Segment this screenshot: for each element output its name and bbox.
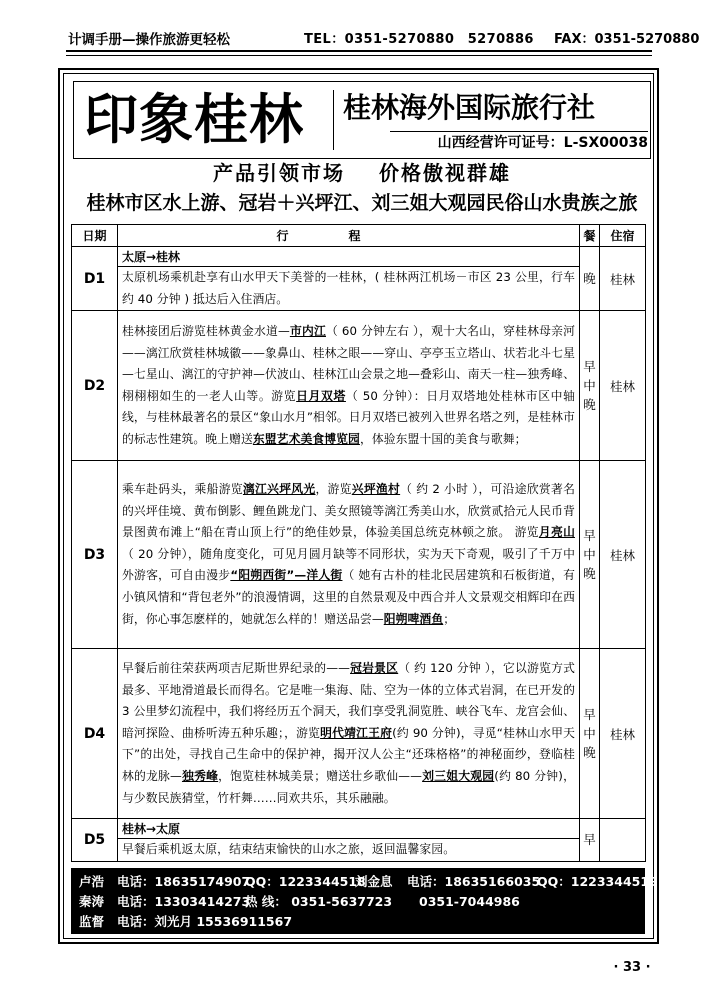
meal-char: 早 [583,359,596,375]
meal-cell: 早 [580,819,600,862]
contact-phone: 电话：18635166035 [407,874,541,889]
contact-row [79,872,658,892]
highlight-spot: 独秀峰 [181,769,219,784]
stay-cell: 桂林 [600,311,646,461]
day-label: D2 [72,311,118,461]
table-row [72,247,646,267]
stay-cell: 桂林 [600,247,646,311]
meal-char: 早 [583,707,596,723]
day-description: 早餐后前往荣获两项吉尼斯世界纪录的——冠岩景区（ 约 120 分钟 ），它以游览方式最多、平地滑道最长而得名。它是唯一集海、陆、空为一体的立体式岩洞，在已开发的 3 公里梦幻流程中，我们将经历五个洞天，我们享受乳洞览胜、峡谷飞车、龙宫会仙、暗河探险、曲桥听涛五种乐趣；，游览明代靖江王府(约 90 分钟)，寻觅“桂林山水甲天下”的出处，寻找自己生命中的保护神，揭开汉人公主“还珠格格”的神秘面纱，登临桂林的龙脉—独秀峰，饱览桂林城美景；赠送壮乡歌仙——刘三姐大观园(约 80 分钟)，与少数民族猜堂，竹杆舞……同欢共乐，其乐融融。 [118,649,580,819]
highlight-spot: 月亮山 [538,525,575,540]
agency-name: 桂林海外国际旅行社 [343,91,596,124]
table-row [72,649,646,819]
highlight-spot: 刘三姐大观园 [422,769,495,784]
license-number: 山西经营许可证号：L-SX00038 [437,135,648,151]
meal-char: 中 [583,547,596,563]
header-meal: 餐 [580,225,600,247]
header-stay: 住宿 [600,225,646,247]
route-label: 太原→桂林 [118,247,580,267]
day-label: D4 [72,649,118,819]
page-number: · 33 · [613,960,651,975]
contact-box [71,868,658,934]
day-label: D5 [72,819,118,862]
contact-hotline: 热 线： 0351-5637723 [245,894,393,909]
header-fax: FAX：0351-5270880 [554,32,700,47]
day-label: D3 [72,461,118,649]
header-rule [66,55,652,56]
contact-name: 监督 [79,914,105,929]
table-row [72,267,646,311]
header-day: 日期 [72,225,118,247]
day-description: 早餐后乘机返太原，结束结束愉快的山水之旅，返回温馨家园。 [118,839,580,862]
highlight-spot: 兴坪渔村 [351,482,401,497]
highlight-spot: 漓江兴坪风光 [242,482,316,497]
meal-char: 中 [583,378,596,394]
route-title: 桂林市区水上游、冠岩＋兴坪江、刘三姐大观园民俗山水贵族之旅 [86,192,638,214]
highlight-spot: 东盟艺术美食博览园 [252,431,360,446]
contact-name: 秦涛 [79,894,105,909]
meal-char: 早 [583,528,596,544]
table-row [72,311,646,461]
table-row [72,819,646,839]
meal-char: 晚 [583,566,596,582]
header-trip: 行程 [118,225,580,247]
contact-row [79,912,645,932]
day-description: 太原机场乘机赴享有山水甲天下美誉的一桂林，( 桂林两江机场－市区 23 公里，行车约 40 分钟 ) 抵达后入住酒店。 [118,267,580,311]
highlight-spot: 日月双塔 [296,388,346,403]
product-slogan [73,160,651,186]
stay-cell: 桂林 [600,461,646,649]
contact-hotline-2: 0351-7044986 [419,894,520,909]
meal-char: 晚 [583,745,596,761]
highlight-spot: 阳朔啤酒鱼 [383,611,444,626]
contact-name: 卢浩 [79,874,105,889]
meal-char: 中 [583,726,596,742]
highlight-spot: 明代靖江王府 [320,725,393,740]
brand-title: 印象桂林 [84,87,304,151]
contact-phone: 电话：13303414273 [117,894,251,909]
contact-phone: 电话：18635174907 [117,874,251,889]
day-label: D1 [72,247,118,311]
contact-phone: 电话：刘光月 15536911567 [117,914,293,929]
contact-row [79,892,645,912]
highlight-spot: 市内江 [289,323,326,338]
meal-cell [580,311,600,461]
slogan-left: 产品引领市场 [213,161,345,185]
header-tel: TEL：0351-5270880 5270886 [304,32,534,47]
brand-divider [333,90,334,150]
day-description: 乘车赴码头，乘船游览漓江兴坪风光，游览兴坪渔村（ 约 2 小时 ），可沿途欣赏著名的兴坪佳境、黄布倒影、鲤鱼跳龙门、美女照镜等漓江秀美山水，欣赏贰拾元人民币背景图黄布滩上“船在青山顶上行”的绝佳妙景，体验美国总统克林顿之旅。 游览月亮山（ 20 分钟），随角度变化，可见月圆月缺等不同形状，实为天下奇观，吸引了千万中外游客，可自由漫步“阳朔西街”—洋人街（ 她有古朴的桂北民居建筑和石板街道，有小镇风情和“背包老外”的浪漫情调，这里的自然景观及中西合并人文景观交相辉印在西街，你心事怎麽样的，她就怎么样的！赠送品尝—阳朔啤酒鱼； [118,461,580,649]
slogan-right: 价格傲视群雄 [379,161,511,185]
stay-cell [600,819,646,862]
contact-qq: QQ：1223344519 [537,874,658,889]
itinerary-table [71,224,646,862]
meal-cell: 晚 [580,247,600,311]
table-row [72,839,646,862]
license-rule [390,131,648,132]
table-header-row [72,225,646,247]
day-description: 桂林接团后游览桂林黄金水道—市内江（ 60 分钟左右 ），观十大名山，穿桂林母亲河——漓江欣赏桂林城徽——象鼻山、桂林之眼——穿山、亭亭玉立塔山、状若北斗七星—七星山、漓江的守护神—伏波山、桂林江山会景之地—叠彩山、南天一柱—独秀峰、栩栩栩如生的一老人山等。游览日月双塔（ 50 分钟）：日月双塔地处桂林市区中轴线，与桂林最著名的景区“象山水月”相邻。日月双塔已被列入世界名塔之列，是桂林市的标志性建筑。晚上赠送东盟艺术美食博览园，体验东盟十国的美食与歌舞； [118,311,580,461]
stay-cell: 桂林 [600,649,646,819]
header-slogan: 计调手册—操作旅游更轻松 [68,32,230,48]
highlight-spot: 冠岩景区 [350,661,399,676]
table-row [72,461,646,649]
top-header [66,30,700,52]
contact-name: 刘金息 [355,874,393,889]
meal-cell [580,649,600,819]
route-label: 桂林→太原 [118,819,580,839]
contact-qq: QQ：1223344518 [245,874,366,889]
meal-char: 晚 [583,397,596,413]
highlight-spot: “阳朔西街”—洋人街 [230,568,343,583]
meal-cell [580,461,600,649]
